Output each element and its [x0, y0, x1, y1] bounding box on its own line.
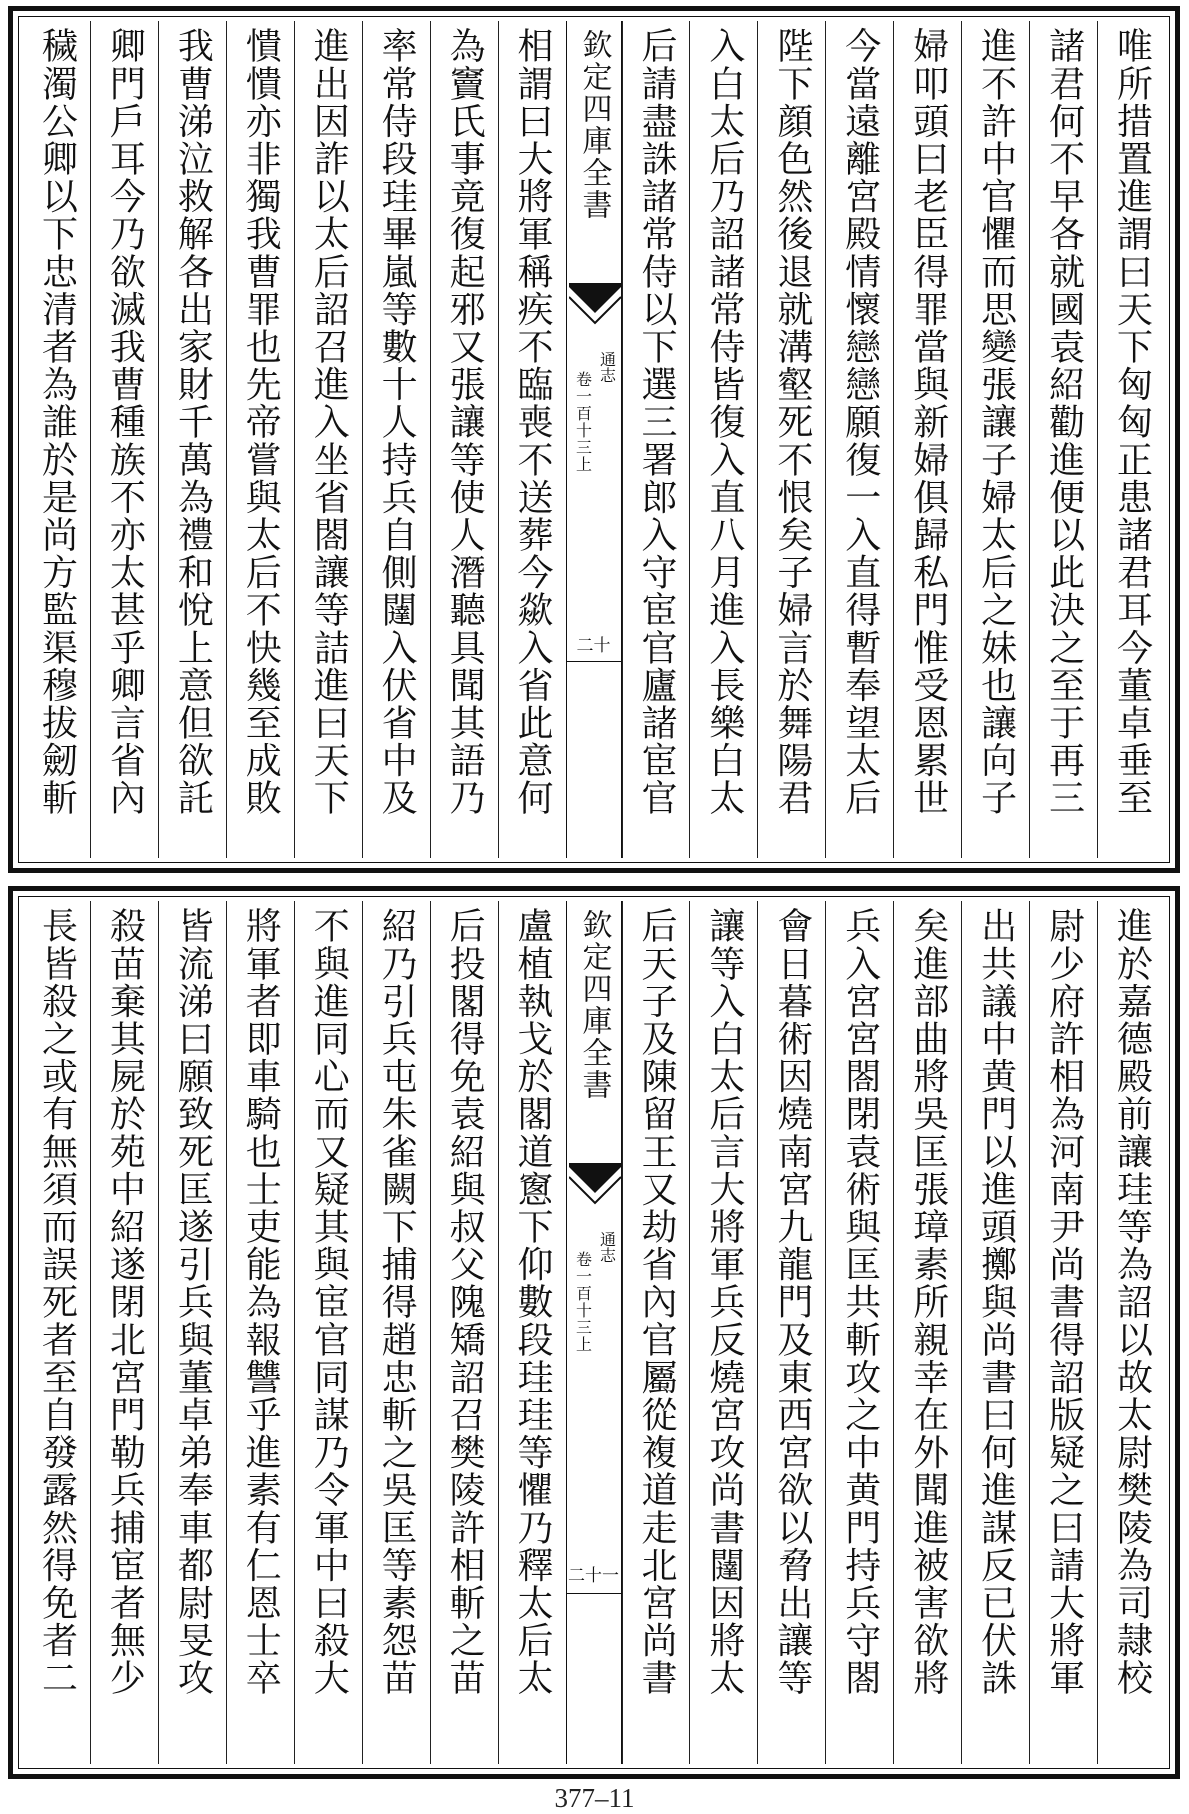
page-panel-bottom — [8, 886, 1180, 1779]
book-title: 欽定四庫全書 — [576, 29, 612, 221]
center-gutter-top — [566, 21, 622, 858]
text-column: 入白太后乃詔諸常侍皆復入直八月進入長樂白太 — [689, 21, 757, 858]
text-column: 進出因詐以太后詔召進入坐省閤讓等詰進曰天下 — [294, 21, 362, 858]
volume-label: 卷一百十三上 — [573, 371, 593, 473]
text-column: 進於嘉德殿前讓珪等為詔以故太尉樊陵為司隷校 — [1097, 901, 1165, 1764]
text-column: 今當遠離宮殿情懷戀戀願復一入直得暫奉望太后 — [825, 21, 893, 858]
fold-line — [567, 1593, 621, 1594]
book-title: 欽定四庫全書 — [576, 909, 612, 1101]
text-column: 后請盡誅諸常侍以下選三署郎入守宦官廬諸宦官 — [622, 21, 690, 858]
text-column: 會日暮術因燒南宮九龍門及東西宮欲以脅出讓等 — [757, 901, 825, 1764]
volume-label: 卷一百十三上 — [573, 1251, 593, 1353]
text-column: 后投閣得免袁紹與叔父隗矯詔召樊陵許相斬之苗 — [430, 901, 498, 1764]
text-column: 紹乃引兵屯朱雀闕下捕得趙忠斬之吳匡等素怨苗 — [362, 901, 430, 1764]
text-column: 相謂曰大將軍稱疾不臨喪不送葬今歘入省此意何 — [498, 21, 566, 858]
text-column: 皆流涕曰願致死匡遂引兵與董卓弟奉車都尉旻攻 — [158, 901, 226, 1764]
fish-tail-ornament — [569, 283, 621, 327]
text-column: 率常侍段珪畢嵐等數十人持兵自側闥入伏省中及 — [362, 21, 430, 858]
section-label: 通志 — [597, 351, 617, 383]
text-column: 矣進部曲將吳匡張璋素所親幸在外聞進被害欲將 — [893, 901, 961, 1764]
folio-number: 二十一 — [568, 1566, 619, 1586]
text-column: 陛下顔色然後退就溝壑死不恨矣子婦言於舞陽君 — [757, 21, 825, 858]
text-column: 后天子及陳留王又劫省內官屬從複道走北宮尚書 — [622, 901, 690, 1764]
text-column: 諸君何不早各就國袁紹勸進便以此決之至于再三 — [1029, 21, 1097, 858]
section-label: 通志 — [597, 1231, 617, 1263]
text-column: 我曹涕泣救解各出家財千萬為禮和悅上意但欲託 — [158, 21, 226, 858]
text-column: 出共議中黄門以進頭擲與尚書曰何進謀反已伏誅 — [961, 901, 1029, 1764]
text-column: 不與進同心而又疑其與宦官同謀乃令軍中曰殺大 — [294, 901, 362, 1764]
page-panel-top — [8, 6, 1180, 873]
text-column: 婦叩頭曰老臣得罪當與新婦俱歸私門惟受恩累世 — [893, 21, 961, 858]
text-column: 長皆殺之或有無須而誤死者至自發露然得免者二 — [36, 907, 78, 1697]
text-column: 將軍者即車騎也士吏能為報讐乎進素有仁恩士卒 — [226, 901, 294, 1764]
text-column: 穢濁公卿以下忠清者為誰於是尚方監渠穆拔劒斬 — [36, 27, 78, 817]
fish-tail-ornament — [569, 1163, 621, 1207]
page-number: 377–11 — [554, 1783, 635, 1813]
text-column: 盧植執戈於閣道窻下仰數段珪珪等懼乃釋太后太 — [498, 901, 566, 1764]
text-columns-top — [23, 21, 1165, 858]
text-columns-bottom — [23, 901, 1165, 1764]
text-column: 憒憒亦非獨我曹罪也先帝嘗與太后不快幾至成敗 — [226, 21, 294, 858]
text-column: 讓等入白太后言大將軍兵反燒宮攻尚書闥因將太 — [689, 901, 757, 1764]
fold-line — [567, 661, 621, 662]
folio-number: 二十 — [576, 636, 611, 656]
text-column: 卿門戶耳今乃欲滅我曹種族不亦太甚乎卿言省內 — [90, 21, 158, 858]
text-column: 尉少府許相為河南尹尚書得詔版疑之曰請大將軍 — [1029, 901, 1097, 1764]
text-column: 進不許中官懼而思變張讓子婦太后之妹也讓向子 — [961, 21, 1029, 858]
text-column: 為竇氏事竟復起邪又張讓等使人潛聽具聞其語乃 — [430, 21, 498, 858]
text-column: 殺苗棄其屍於苑中紹遂閉北宮門勒兵捕宦者無少 — [90, 901, 158, 1764]
center-gutter-bottom — [566, 901, 622, 1764]
text-column: 唯所措置進謂曰天下匈匈正患諸君耳今董卓垂至 — [1097, 21, 1165, 858]
text-column: 兵入宮宮閤閉袁術與匡共斬攻之中黄門持兵守閤 — [825, 901, 893, 1764]
